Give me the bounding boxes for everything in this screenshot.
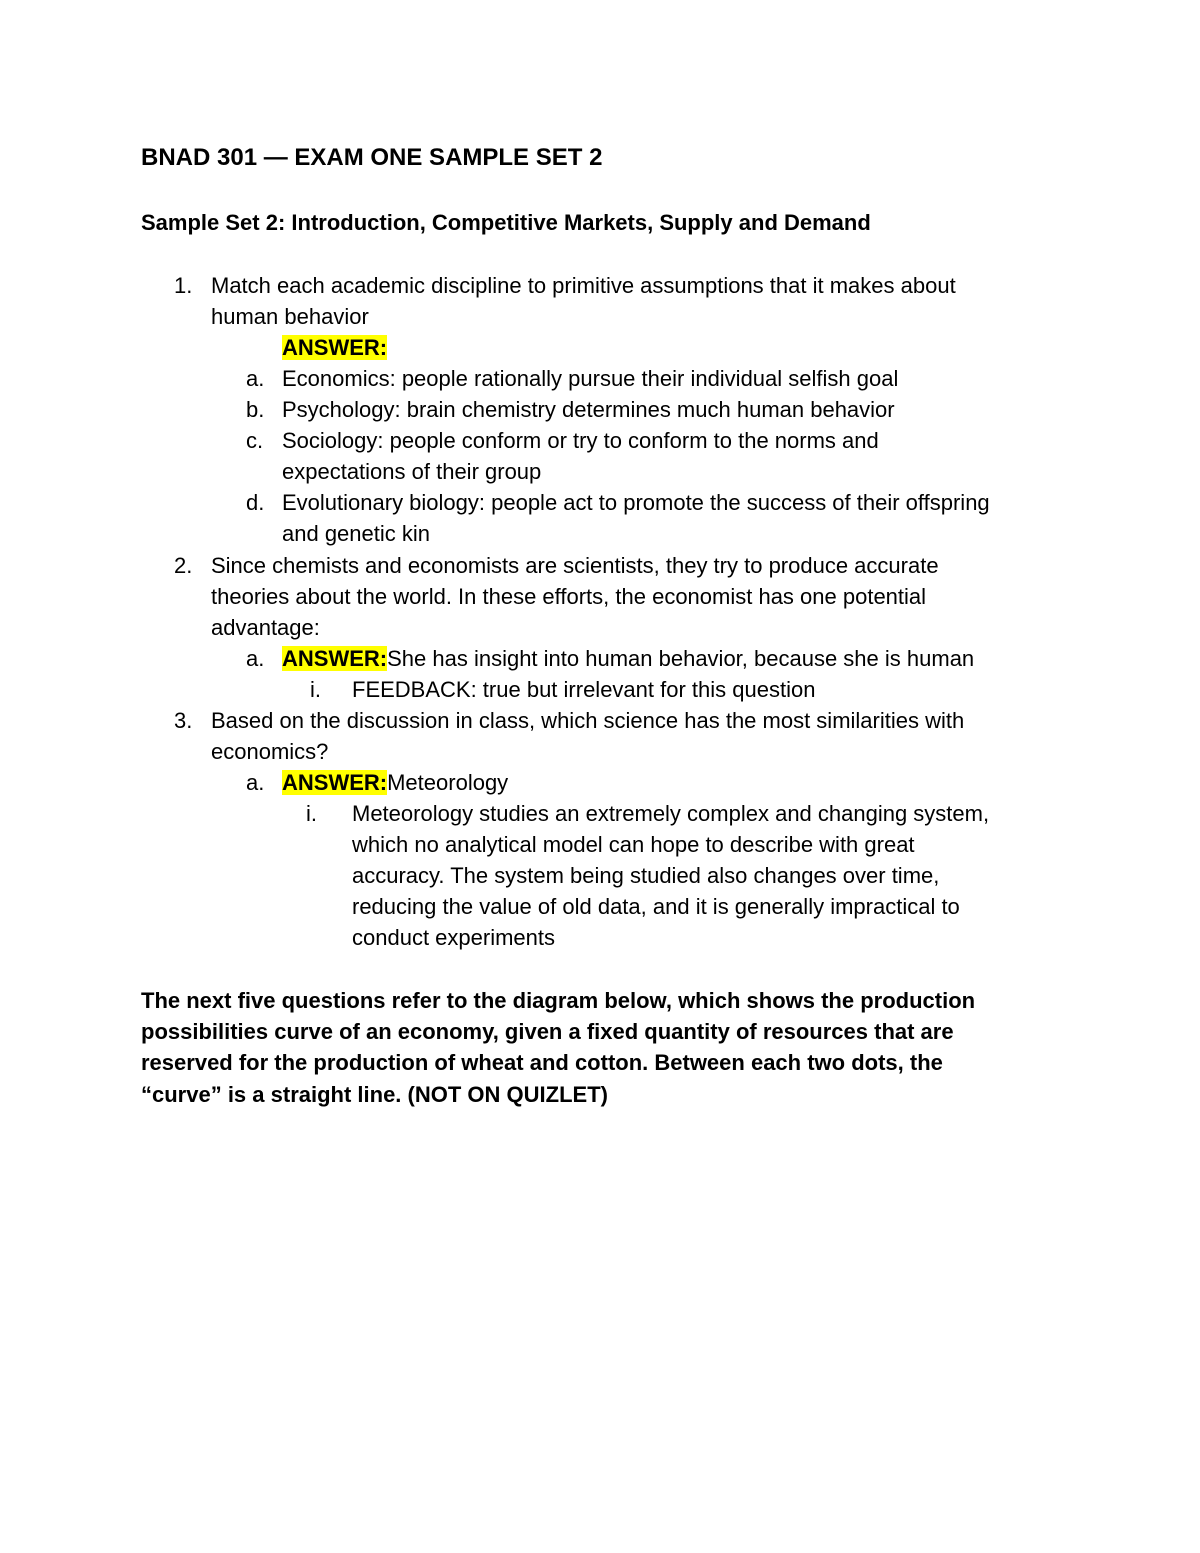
answer-highlight: ANSWER: (282, 646, 388, 671)
answer-item-text: Economics: people rationally pursue their individual selfish goal (282, 366, 899, 391)
explanation-line: accuracy. The system being studied also changes over time, (352, 863, 940, 888)
feedback-marker: i. (310, 677, 321, 702)
question-text-line: theories about the world. In these efforts, the economist has one potential (211, 584, 927, 609)
answer-item-text: and genetic kin (282, 521, 430, 546)
answer-text: She has insight into human behavior, because she is human (387, 646, 975, 671)
answer-item-text: Evolutionary biology: people act to promote the success of their offspring (282, 490, 990, 515)
document-title: BNAD 301 — EXAM ONE SAMPLE SET 2 (141, 144, 603, 171)
note-line: possibilities curve of an economy, given a fixed quantity of resources that are (141, 1019, 954, 1044)
question-number: 3. (174, 708, 193, 733)
note-line: reserved for the production of wheat and cotton. Between each two dots, the (141, 1050, 943, 1075)
answer-marker: b. (246, 397, 265, 422)
explanation-line: reducing the value of old data, and it is generally impractical to (352, 894, 960, 919)
explanation-line: conduct experiments (352, 925, 555, 950)
answer-highlight: ANSWER: (282, 335, 388, 360)
answer-marker: a. (246, 366, 265, 391)
question-number: 2. (174, 553, 193, 578)
question-text-line: Since chemists and economists are scientists, they try to produce accurate (211, 553, 939, 578)
section-subtitle: Sample Set 2: Introduction, Competitive Markets, Supply and Demand (141, 210, 871, 235)
answer-marker: c. (246, 428, 264, 453)
note-line: “curve” is a straight line. (NOT ON QUIZLET) (141, 1082, 608, 1107)
question-text-line: economics? (211, 739, 329, 764)
question-text-line: human behavior (211, 304, 369, 329)
question-text-line: Based on the discussion in class, which science has the most similarities with (211, 708, 965, 733)
answer-item-text: Psychology: brain chemistry determines much human behavior (282, 397, 895, 422)
question-text-line: advantage: (211, 615, 320, 640)
answer-highlight: ANSWER: (282, 770, 388, 795)
answer-marker: a. (246, 770, 265, 795)
answer-item-text: Sociology: people conform or try to conform to the norms and (282, 428, 879, 453)
answer-marker: d. (246, 490, 265, 515)
explanation-marker: i. (306, 801, 317, 826)
answer-text: Meteorology (387, 770, 509, 795)
note-line: The next five questions refer to the diagram below, which shows the production (141, 988, 976, 1013)
question-text-line: Match each academic discipline to primitive assumptions that it makes about (211, 273, 956, 298)
feedback-text: FEEDBACK: true but irrelevant for this question (352, 677, 816, 702)
answer-item-text: expectations of their group (282, 459, 542, 484)
question-number: 1. (174, 273, 193, 298)
explanation-line: which no analytical model can hope to describe with great (352, 832, 915, 857)
explanation-line: Meteorology studies an extremely complex and changing system, (352, 801, 990, 826)
answer-marker: a. (246, 646, 265, 671)
